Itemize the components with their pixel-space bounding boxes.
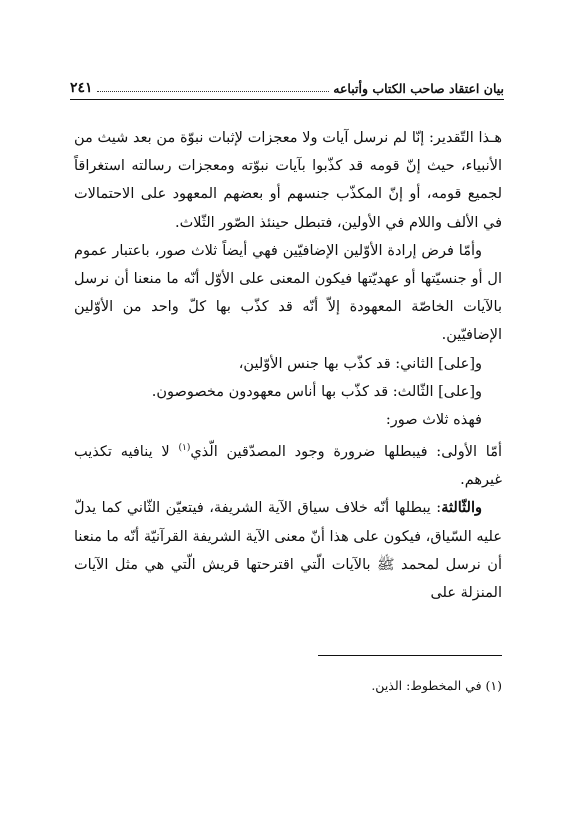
running-title: بيان اعتقاد صاحب الكتاب وأتباعه: [333, 81, 504, 96]
main-text: [74, 124, 502, 607]
paragraph-2: وأمّا فرض إرادة الأوّلين الإضافيّين فهي أيضاً ثلاث صور، باعتبار عموم ال أو جنسيّتها أو عهديّتها فيكون المعنى على الأوّل أنّه ما منعنا أن نرسل بالآيات الخاصّة المعهودة إلاّ أنّه قد كذّب بها كلّ واحد من الأوّلين الإضافيّين.: [74, 242, 502, 344]
header-rule: [70, 99, 504, 100]
paragraph-7-text: : يبطلها أنّه خلاف سياق الآية الشريفة، فيتعيّن الثّاني كما يدلّ عليه السّياق، فيكون على هذا أنّ معنى الآية الشريفة القرآنيّة أنّه ما منعنا أن نرسل لمحمد ﷺ بالآيات الّتي اقترحتها قريش الّتي هي مثل الآيات المنزلة على: [74, 500, 502, 602]
paragraph-7: [74, 494, 502, 607]
footnote-rule: [318, 655, 502, 656]
paragraph-5: فهذه ثلاث صور:: [385, 412, 482, 429]
paragraph-6-text-a: أمّا الأولى: فيبطلها ضرورة وجود المصدّقين الّذي: [190, 444, 502, 461]
paragraph-7-lead: والثّالثة: [441, 499, 482, 517]
leader-dots: [97, 90, 330, 92]
paragraph-6-text-b: لا ينافيه تكذيب غيرهم.: [74, 444, 502, 489]
footnote: (١) في المخطوط: الذين.: [371, 678, 502, 693]
running-header: [70, 74, 504, 96]
paragraph-1: هـذا التّقدير: إنّا لم نرسل آيات ولا معجزات لإثبات نبوّة من بعد شيث من الأنبياء، حيث إنّ قومه قد كذّبوا بآيات نبوّته ومعجزات رسالته استغراقاً لجميع قومه، أو إنّ المكذّب جنسهم أو بعضهم المعهود على الاحتمالات في الألف واللام في الأولين، فتبطل حينئذ الصّور الثّلاث.: [74, 130, 502, 231]
paragraph-6: [74, 434, 502, 494]
paragraph-3: و[على] الثاني: قد كذّب بها جنس الأوّلين،: [238, 355, 482, 372]
page-number: ٢٤١: [70, 80, 93, 96]
paragraph-4: و[على] الثّالث: قد كذّب بها أناس معهودون مخصوصون.: [151, 383, 482, 400]
footnote-reference: (١): [178, 443, 191, 454]
